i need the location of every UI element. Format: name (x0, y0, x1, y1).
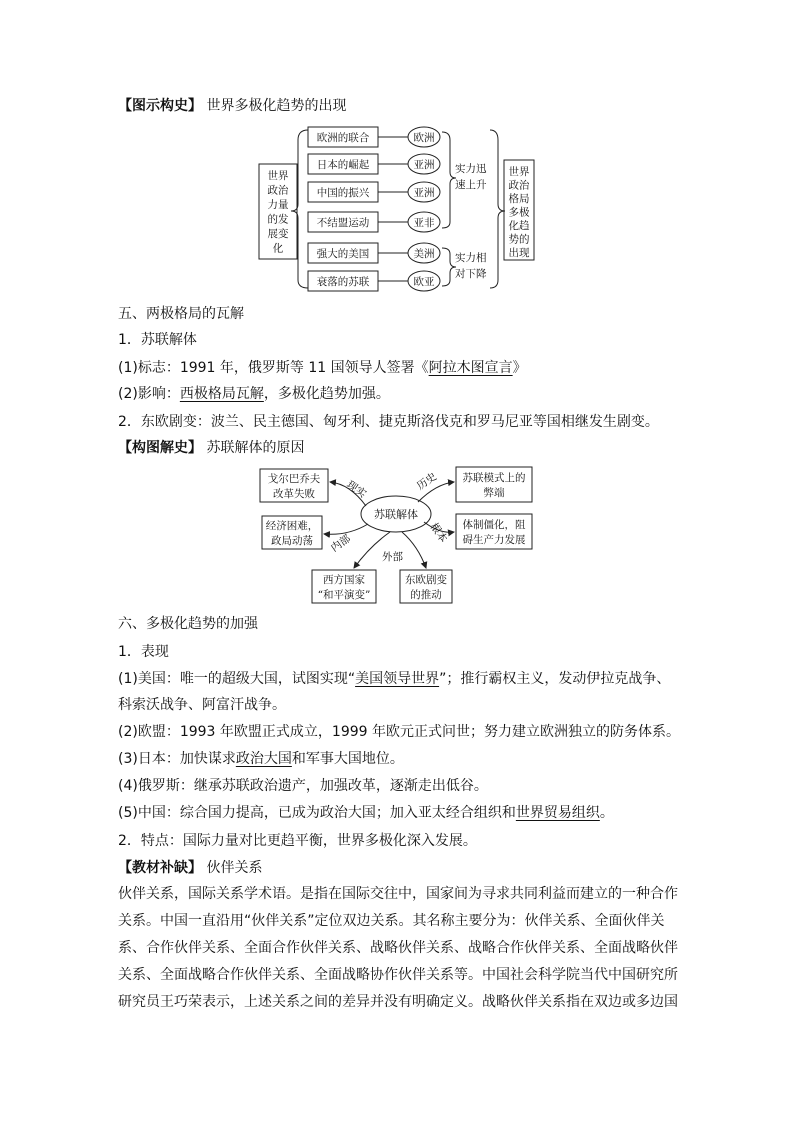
edge-label-root: 根本 (427, 520, 450, 545)
diagram1-title: 世界多极化趋势的出现 (206, 98, 347, 114)
item1-suffix: 》 (512, 360, 527, 376)
node-mid-left-line2: 政局动荡 (271, 535, 313, 547)
item1-prefix: (1)标志：1991 年，俄罗斯等 11 国领导人签署《 (118, 360, 429, 376)
right-box-line-6: 势的 (508, 233, 530, 246)
diagram1-tag: 【图示构史】 (118, 98, 202, 114)
left-box-line-3: 力量 (267, 199, 289, 211)
row-region-3: 亚洲 (413, 187, 435, 199)
diagram1-heading (118, 96, 346, 116)
left-box-line-4: 的发 (267, 213, 289, 226)
jp-underlined: 政治大国 (235, 751, 292, 767)
left-box-line-1: 世界 (267, 170, 289, 182)
diagram2-tag: 【构图解史】 (118, 440, 202, 456)
section6-russia: (4)俄罗斯：继承苏联政治遗产，加强改革，逐渐走出低谷。 (118, 778, 488, 794)
cn-underlined: 世界贸易组织 (515, 805, 600, 821)
left-brace (291, 130, 308, 288)
section5-item2 (118, 384, 390, 404)
node-top-right-line1: 苏联模式上的 (462, 472, 526, 484)
fall-label-2: 对下降 (455, 268, 487, 280)
right-box-line-7: 出现 (508, 247, 530, 259)
section5-item1 (118, 358, 527, 378)
node-top-right-line2: 弊端 (483, 487, 505, 499)
right-brace (490, 130, 505, 288)
multipolar-diagram (250, 124, 550, 294)
node-bottom-left-line1: 西方国家 (323, 574, 365, 586)
row-region-6: 欧亚 (413, 276, 435, 288)
node-top-left-line2: 改革失败 (273, 488, 315, 500)
edge-label-external: 外部 (382, 551, 403, 563)
supplement-tag: 【教材补缺】 (118, 860, 202, 876)
section5-heading: 五、两极格局的瓦解 (118, 306, 244, 322)
rise-brace (442, 132, 456, 228)
fall-brace (442, 248, 456, 286)
cn-prefix: (5)中国：综合国力提高，已成为政治大国；加入亚太经合组织和 (118, 805, 516, 821)
item1-underlined: 阿拉木图宣言 (428, 360, 513, 376)
right-box-line-2: 政治 (508, 179, 530, 192)
center-label: 苏联解体 (374, 508, 418, 521)
node-bottom-right-line1: 东欧剧变 (405, 574, 447, 586)
row-label-3: 中国的振兴 (316, 187, 370, 199)
left-box-line-6: 化 (272, 242, 284, 255)
us-suffix: ”；推行霸权主义，发动伊拉克战争、 (439, 671, 671, 687)
right-box-line-3: 格局 (508, 193, 530, 205)
section6-us-cont: 科索沃战争、阿富汗战争。 (118, 697, 286, 713)
row-region-4: 亚非 (413, 217, 435, 229)
node-top-left-line1: 戈尔巴乔夫 (267, 473, 321, 485)
rise-label-2: 速上升 (455, 179, 487, 191)
node-bottom-right-line2: 的推动 (410, 589, 442, 601)
us-prefix: (1)美国：唯一的超级大国，试图实现“ (118, 671, 356, 687)
row-label-1: 欧洲的联合 (316, 132, 370, 144)
edge-label-history: 历史 (414, 470, 439, 493)
edge-label-direct: 现实 (344, 478, 369, 501)
node-mid-right-line1: 体制僵化，阻 (462, 519, 526, 531)
jp-prefix: (3)日本：加快谋求 (118, 751, 236, 767)
left-box-text (268, 169, 289, 255)
supplement-line-4: 关系、全面战略合作伙伴关系、全面战略协作伙伴关系等。中国社会科学院当代中国研究所 (118, 967, 678, 983)
diagram1-rows (308, 127, 440, 291)
right-box-line-5: 化趋 (508, 220, 530, 232)
item2-prefix: (2)影响： (118, 386, 180, 402)
right-box-line-4: 多极 (508, 206, 530, 219)
row-label-5: 强大的美国 (316, 248, 370, 260)
supplement-heading (118, 858, 262, 878)
section6-sub2: 2．特点：国际力量对比更趋平衡，世界多极化深入发展。 (118, 833, 477, 849)
row-region-1: 欧洲 (413, 132, 435, 144)
right-box-line-1: 世界 (508, 166, 530, 178)
item2-underlined: 西极格局瓦解 (179, 386, 264, 402)
rise-label-1: 实力迅 (455, 163, 487, 175)
node-mid-left-line1: 经济困难， (265, 520, 319, 532)
left-box-line-5: 展变 (267, 228, 289, 240)
diagram2-heading (118, 438, 304, 458)
row-region-5: 美洲 (413, 248, 435, 260)
section6-china (118, 803, 614, 823)
cn-suffix: 。 (599, 805, 614, 821)
node-mid-right-line2: 碍生产力发展 (462, 534, 526, 546)
section6-sub1: 1．表现 (118, 644, 169, 660)
row-label-2: 日本的崛起 (316, 159, 370, 171)
left-box-line-2: 政治 (267, 184, 289, 197)
arrow-external-right (402, 532, 426, 568)
ussr-causes-diagram (250, 462, 540, 608)
supplement-line-5: 研究员王巧荣表示，上述关系之间的差异并没有明确定义。战略伙伴关系指在双边或多边国 (118, 994, 678, 1010)
edge-label-internal: 内部 (328, 532, 353, 555)
right-box-text (509, 165, 530, 259)
supplement-title: 伙伴关系 (206, 860, 263, 876)
us-underlined: 美国领导世界 (355, 671, 440, 687)
row-label-6: 衰落的苏联 (316, 276, 370, 288)
supplement-line-2: 关系。中国一直沿用“伙伴关系”定位双边关系。其名称主要分为：伙伴关系、全面伙伴关 (118, 913, 665, 929)
section6-eu: (2)欧盟：1993 年欧盟正式成立，1999 年欧元正式问世；努力建立欧洲独立的防务体系。 (118, 724, 680, 740)
row-label-4: 不结盟运动 (316, 217, 370, 229)
section6-heading: 六、多极化趋势的加强 (118, 616, 258, 632)
supplement-line-1: 伙伴关系，国际关系学术语。是指在国际交往中，国家间为寻求共同利益而建立的一种合作 (118, 886, 678, 902)
section5-sub1: 1．苏联解体 (118, 332, 197, 348)
section6-us (118, 669, 670, 689)
section5-sub2: 2．东欧剧变：波兰、民主德国、匈牙利、捷克斯洛伐克和罗马尼亚等国相继发生剧变。 (118, 414, 659, 430)
row-region-2: 亚洲 (413, 159, 435, 171)
jp-suffix: 和军事大国地位。 (291, 751, 404, 767)
supplement-line-3: 系、合作伙伴关系、全面合作伙伴关系、战略伙伴关系、战略合作伙伴关系、全面战略伙伴 (118, 940, 678, 956)
diagram2-title: 苏联解体的原因 (206, 440, 305, 456)
node-bottom-left-line2: “和平演变” (317, 589, 371, 601)
item2-suffix: ，多极化趋势加强。 (263, 386, 390, 402)
fall-label-1: 实力相 (455, 252, 487, 264)
section6-japan (118, 749, 404, 769)
